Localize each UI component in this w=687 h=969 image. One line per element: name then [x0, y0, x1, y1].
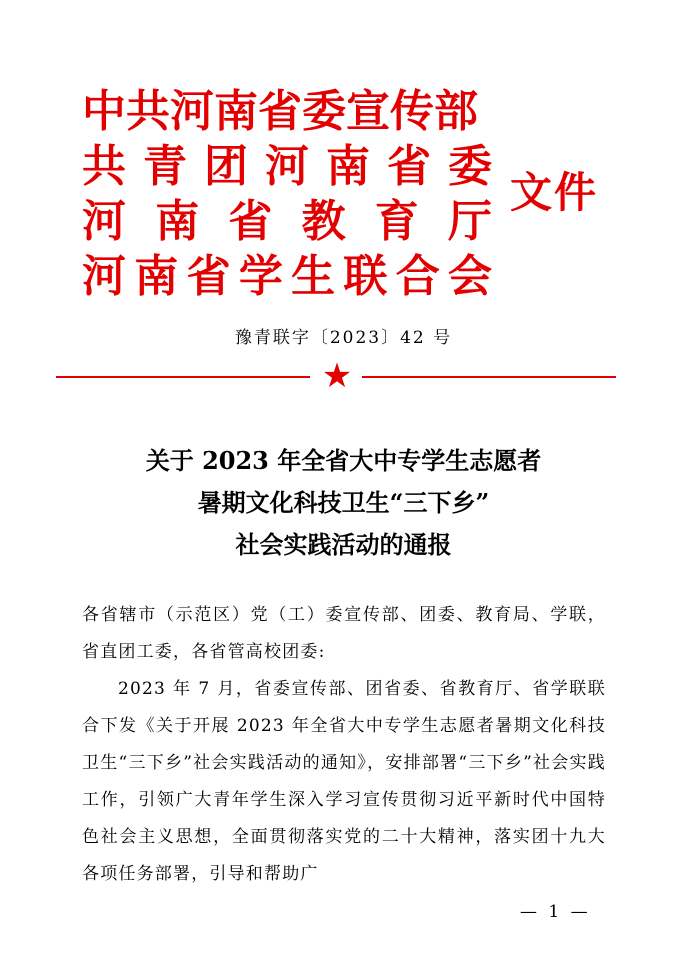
- issuer-block: [82, 84, 502, 304]
- issuer-line-4-spread: [82, 249, 492, 304]
- issuer-line-4: [82, 249, 502, 304]
- issuer-char: 厅: [447, 196, 492, 247]
- issuer-line-1: 中共河南省委宣传部: [82, 86, 478, 137]
- issuer-line-3-spread: [82, 194, 492, 249]
- issuer-line-2-spread: [82, 139, 492, 194]
- issuer-char: 联: [343, 251, 388, 302]
- issuer-char: 育: [374, 196, 419, 247]
- salutation: 各省辖市（示范区）党（工）委宣传部、团委、教育局、学联，省直团工委，各省管高校团委:: [82, 605, 606, 662]
- issuer-char: 共: [82, 141, 126, 192]
- issuer-char: 省: [186, 251, 231, 302]
- issuer-char: 教: [301, 196, 346, 247]
- issuer-char: 团: [204, 141, 248, 192]
- issuer-char: 南: [134, 251, 179, 302]
- issuer-char: 省: [228, 196, 273, 247]
- page-number: — 1 —: [520, 902, 591, 922]
- issuer-char: 河: [82, 196, 126, 247]
- document-word: 文件: [510, 168, 599, 217]
- issuer-char: 河: [265, 141, 309, 192]
- issuer-char: 南: [326, 141, 370, 192]
- issuer-char: 生: [291, 251, 336, 302]
- red-divider-left: [56, 376, 310, 378]
- issuer-char: 青: [143, 141, 187, 192]
- title-line-2: 暑期文化科技卫生“三下乡”: [197, 488, 490, 517]
- star-icon: ★: [321, 356, 353, 396]
- document-number: 豫青联字〔2023〕42 号: [234, 328, 453, 348]
- issuer-char: 省: [387, 141, 431, 192]
- issuer-line-2: [82, 139, 502, 194]
- red-divider-right: [362, 376, 616, 378]
- body-text: [82, 597, 606, 893]
- issuer-char: 学: [238, 251, 283, 302]
- issuer-char: 南: [155, 196, 200, 247]
- issuer-char: 委: [448, 141, 492, 192]
- title-line-1: 关于 2023 年全省大中专学生志愿者: [145, 446, 542, 475]
- title-line-3: 社会实践活动的通报: [235, 530, 452, 559]
- issuer-char: 河: [82, 251, 126, 302]
- issuer-line-3: [82, 194, 502, 249]
- paragraph-1: 2023 年 7 月，省委宣传部、团省委、省教育厅、省学联联合下发《关于开展 2023 年全省大中专学生志愿者暑期文化科技卫生“三下乡”社会实践活动的通知》，安排部署“三下乡”社会实践工作，引领广大青年学生深入学习宣传贯彻习近平新时代中国特色社会主义思想，全面贯彻落实党的二十大精神，落实团十九大各项任务部署，引导和帮助广: [82, 679, 606, 884]
- issuer-char: 合: [395, 251, 440, 302]
- issuer-char: 会: [447, 251, 492, 302]
- document-title: [0, 440, 687, 566]
